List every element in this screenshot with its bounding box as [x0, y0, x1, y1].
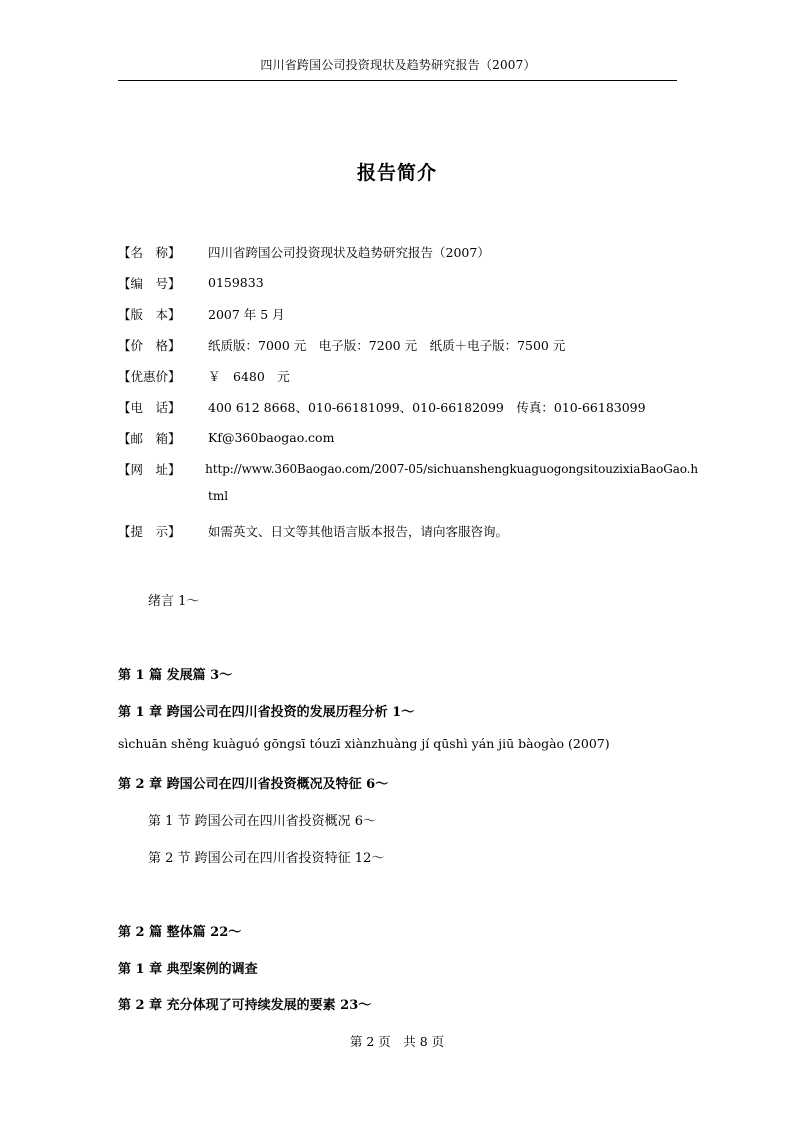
info-label: 【网 址】 [118, 461, 181, 477]
info-row-number [118, 267, 698, 298]
report-info-table [118, 236, 698, 546]
info-label: 【优惠价】 [118, 368, 181, 384]
toc-section: 第 2 节 跨国公司在四川省投资特征 12～ [148, 851, 385, 866]
info-row-name [118, 236, 698, 267]
info-label: 【价 格】 [118, 337, 181, 353]
toc-intro: 绪言 1～ [148, 594, 200, 609]
info-label: 【编 号】 [118, 275, 181, 291]
info-label: 【版 本】 [118, 306, 181, 322]
toc-chapter: 第 1 章 典型案例的调查 [118, 962, 258, 977]
toc-chapter: 第 1 章 跨国公司在四川省投资的发展历程分析 1～ [118, 705, 415, 720]
info-label: 【提 示】 [118, 523, 181, 539]
email-link[interactable]: Kf@360baogao.com [208, 430, 335, 445]
info-label: 【电 话】 [118, 399, 181, 415]
page-number: 第 2 页 共 8 页 [349, 1034, 445, 1049]
info-row-phone [118, 391, 698, 422]
info-value: 如需英文、日文等其他语言版本报告，请向客服咨询。 [208, 523, 509, 539]
info-row-discount [118, 360, 698, 391]
info-value: 四川省跨国公司投资现状及趋势研究报告（2007） [208, 244, 490, 260]
info-row-price [118, 329, 698, 360]
info-value: ￥ 6480 元 [208, 368, 290, 384]
website-link-continuation[interactable]: tml [208, 489, 229, 503]
toc-section: 第 1 节 跨国公司在四川省投资概况 6～ [148, 814, 377, 829]
toc-part-2: 第 2 篇 整体篇 22～ [118, 925, 242, 940]
info-value: 400 612 8668、010-66181099、010-66182099 传真：010-66183099 [208, 399, 646, 415]
info-value: 2007 年 5 月 [208, 306, 285, 322]
toc-part-1: 第 1 篇 发展篇 3～ [118, 668, 233, 683]
info-row-website [118, 453, 698, 484]
header-divider [118, 80, 677, 81]
page-title: 报告简介 [356, 162, 437, 184]
running-header: 四川省跨国公司投资现状及趋势研究报告（2007） [260, 58, 536, 72]
website-link[interactable]: http://www.360Baogao.com/2007-05/sichuanshengkuaguogongsitouzixiaBaoGao.h [205, 461, 698, 476]
info-value: 纸质版：7000 元 电子版：7200 元 纸质＋电子版：7500 元 [208, 337, 566, 353]
info-row-edition [118, 298, 698, 329]
toc-chapter: 第 2 章 跨国公司在四川省投资概况及特征 6～ [118, 777, 389, 792]
info-row-tip [118, 515, 698, 546]
info-row-email [118, 422, 698, 453]
info-label: 【邮 箱】 [118, 430, 181, 446]
info-label: 【名 称】 [118, 244, 181, 260]
info-value: 0159833 [208, 275, 264, 290]
toc-chapter: 第 2 章 充分体现了可持续发展的要素 23～ [118, 998, 372, 1013]
toc-pinyin-line: sìchuān shěng kuàguó gōngsī tóuzī xiànzhuàng jí qūshì yán jiū bàogào (2007) [118, 736, 610, 751]
